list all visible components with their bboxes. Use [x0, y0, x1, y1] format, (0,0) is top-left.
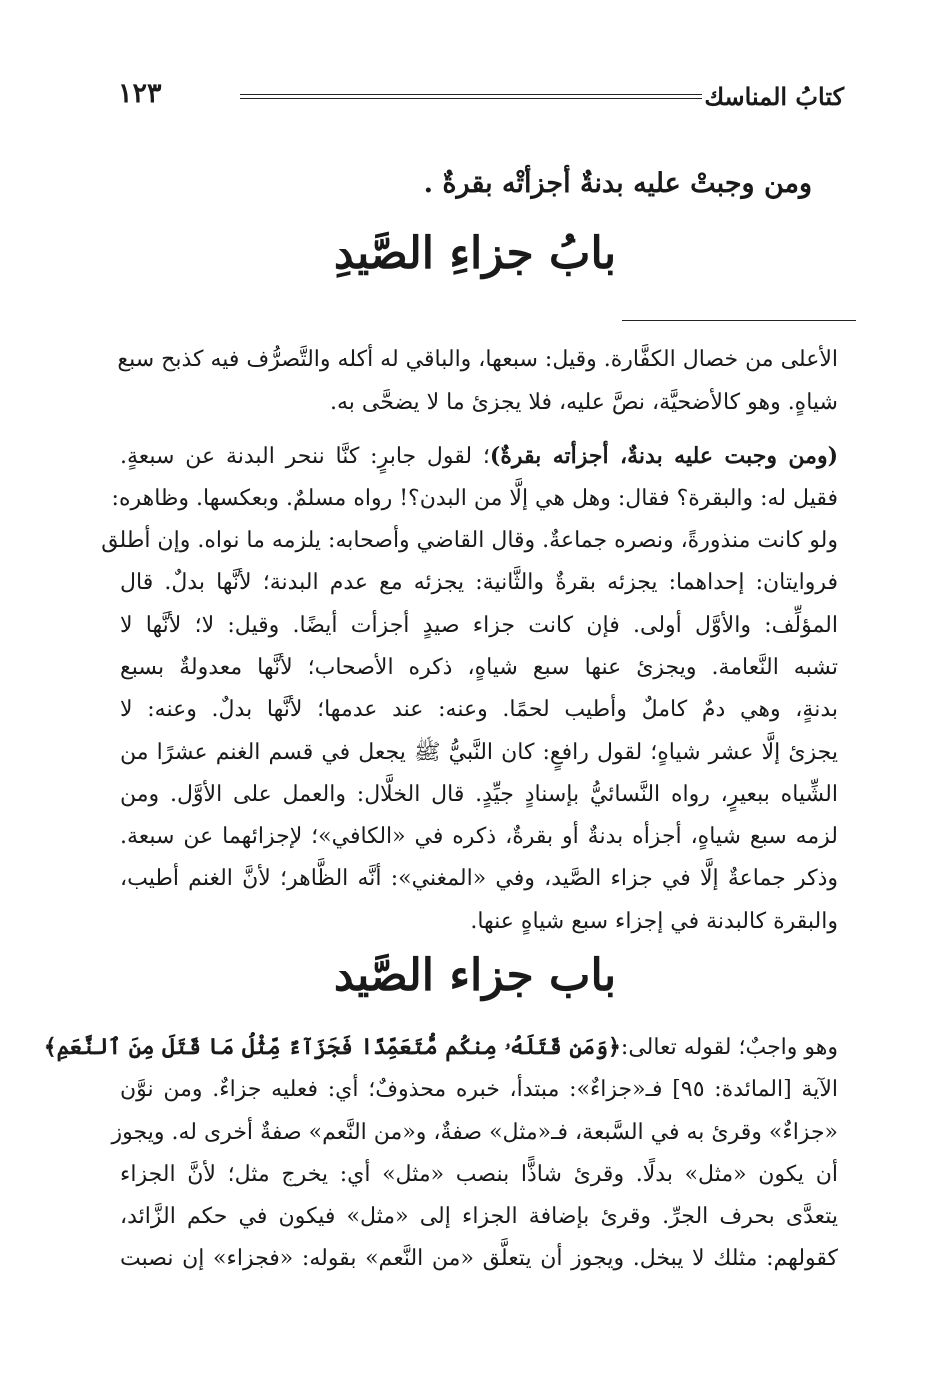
- quran-verse: ﴿وَمَن قَتَلَهُۥ مِنكُم مُّتَعَمِّدًا فَجَزَآءٌ مِّثْلُ مَا قَتَلَ مِنَ ٱلنَّعَمِ﴾: [43, 1034, 621, 1060]
- text-line: تشبه النَّعامة. ويجزئ عنها سبع شياهٍ، ذكره الأصحاب؛ لأنَّها معدولةٌ بسبع: [120, 655, 838, 680]
- text-line: فروايتان: إحداهما: يجزئه بقرةٌ والثَّانية: يجزئه مع عدم البدنة؛ لأنَّها بدلٌ. قال: [120, 570, 838, 595]
- text-line: يجزئ إلَّا عشر شياهٍ؛ لقول رافعٍ: كان النَّبيُّ ﷺ يجعل في قسم الغنم عشرًا من: [120, 740, 838, 765]
- matn-quote: (ومن وجبت عليه بدنةٌ، أجزأته بقرةٌ): [489, 443, 838, 469]
- text-line: الشِّياه ببعيرٍ، رواه النَّسائيُّ بإسنادٍ جيِّدٍ. قال الخلَّال: والعمل على الأوَّل. ومن: [120, 782, 838, 807]
- text-line: بدنةٍ، وهي دمٌ كاملٌ وأطيب لحمًا. وعنه: عند عدمها؛ لأنَّها بدلٌ. وعنه: لا: [120, 697, 838, 722]
- text-line: أن يكون «مثل» بدلًا. وقرئ شاذًّا بنصب «مثل» أي: يخرج مثل؛ لأنَّ الجزاء: [120, 1162, 838, 1187]
- text-line: كقولهم: مثلك لا يبخل. ويجوز أن يتعلَّق «من النَّعم» بقوله: «فجزاء» إن نصبت: [120, 1246, 838, 1271]
- text-line: الآية [المائدة: ٩٥] فـ«جزاءٌ»: مبتدأ، خبره محذوفٌ؛ أي: فعليه جزاءٌ. ومن نوَّن: [120, 1077, 838, 1102]
- text-line-with-quran: [43, 1032, 838, 1063]
- text-line: المؤلِّف: والأوَّل أولى. فإن كانت جزاء صيدٍ أجزأت أيضًا. وقيل: لا؛ لأنَّها لا: [120, 613, 838, 638]
- chapter-title-main: بابُ جزاءِ الصَّيدِ: [333, 228, 617, 279]
- matn-text-top: ومن وجبتْ عليه بدنةٌ أجزأتْه بقرةٌ .: [423, 168, 812, 199]
- text-line: والبقرة كالبدنة في إجزاء سبع شياهٍ عنها.: [470, 909, 838, 934]
- text-line: يتعدَّى بحرف الجرِّ. وقرئ بإضافة الجزاء إلى «مثل» فيكون في حكم الزَّائد،: [120, 1204, 838, 1229]
- text-line-with-matn: [120, 441, 838, 472]
- text-line: فقيل له: والبقرة؟ فقال: وهل هي إلَّا من البدن؟! رواه مسلمٌ. وبعكسها. وظاهره:: [111, 486, 838, 511]
- text-line: ولو كانت منذورةً، ونصره جماعةٌ. وقال القاضي وأصحابه: يلزمه ما نواه. وإن أطلق: [101, 528, 838, 553]
- text-line: «جزاءٌ» وقرئ به في السَّبعة، فـ«مثل» صفةٌ، و«من النَّعم» صفةٌ أخرى له. ويجوز: [111, 1120, 838, 1145]
- chapter-title-secondary: باب جزاء الصَّيد: [333, 950, 617, 1001]
- text-line: الأعلى من خصال الكفَّارة. وقيل: سبعها، والباقي له أكله والتَّصرُّف فيه كذبح سبع: [117, 347, 838, 372]
- text-line: لزمه سبع شياهٍ، أجزأه بدنةٌ أو بقرةٌ، ذكره في «الكافي»؛ لإجزائهما عن سبعة.: [120, 824, 838, 849]
- text-line: وذكر جماعةٌ إلَّا في جزاء الصَّيد، وفي «المغني»: أنَّه الظَّاهر؛ لأنَّ الغنم أطيب،: [120, 866, 838, 891]
- commentary-text: وهو واجبٌ؛ لقوله تعالى:: [620, 1035, 838, 1060]
- header-double-rule: [240, 94, 702, 99]
- running-header: [118, 78, 844, 118]
- page-number: ١٢٣: [118, 78, 162, 109]
- separator-rule: [622, 320, 856, 321]
- commentary-text: ؛ لقول جابرٍ: كنَّا ننحر البدنة عن سبعةٍ.: [120, 444, 490, 469]
- running-title: كتابُ المناسك: [704, 82, 844, 111]
- text-line: شياهٍ. وهو كالأضحيَّة، نصَّ عليه، فلا يجزئ ما لا يضحَّى به.: [330, 390, 838, 415]
